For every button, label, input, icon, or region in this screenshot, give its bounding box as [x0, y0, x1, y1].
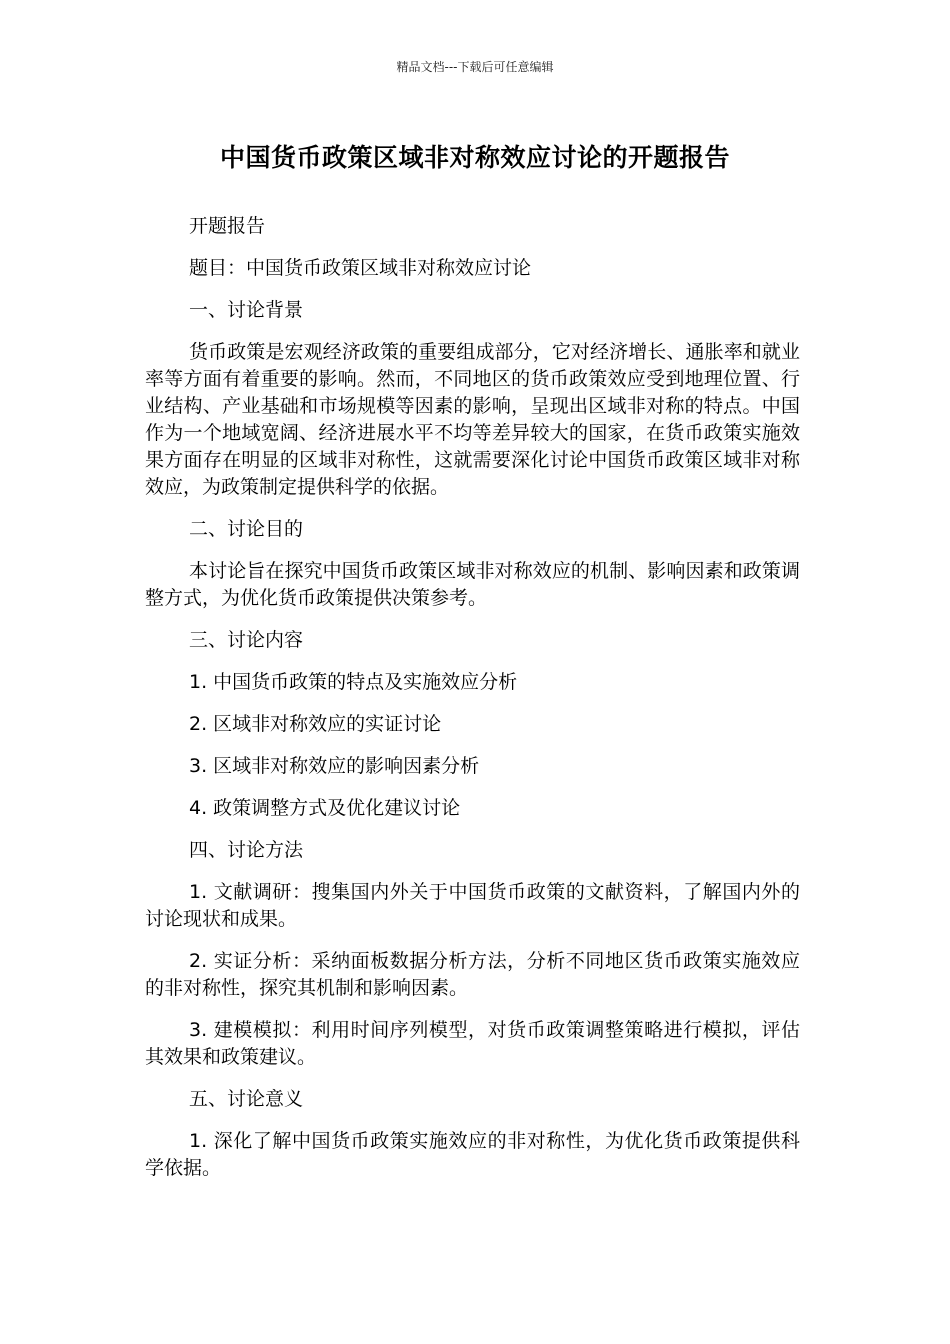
significance-item-1: 1. 深化了解中国货币政策实施效应的非对称性，为优化货币政策提供科学依据。 — [145, 1130, 800, 1179]
section-heading-methods: 四、讨论方法 — [189, 839, 304, 861]
method-item-3: 3. 建模模拟：利用时间序列模型，对货币政策调整策略进行模拟，评估其效果和政策建议。 — [145, 1019, 800, 1068]
content-item-1: 1. 中国货币政策的特点及实施效应分析 — [189, 671, 518, 693]
content-item-3: 3. 区域非对称效应的影响因素分析 — [189, 755, 480, 777]
section-label: 开题报告 — [189, 215, 266, 237]
method-item-2: 2. 实证分析：采纳面板数据分析方法，分析不同地区货币政策实施效应的非对称性，探究其机制和影响因素。 — [145, 950, 800, 999]
topic-line: 题目：中国货币政策区域非对称效应讨论 — [189, 257, 532, 279]
method-item-1: 1. 文献调研：搜集国内外关于中国货币政策的文献资料，了解国内外的讨论现状和成果。 — [145, 881, 800, 930]
document-body — [145, 213, 800, 1197]
section-heading-purpose: 二、讨论目的 — [189, 518, 304, 540]
section-heading-content: 三、讨论内容 — [189, 629, 304, 651]
content-item-2: 2. 区域非对称效应的实证讨论 — [189, 713, 442, 735]
paragraph-purpose: 本讨论旨在探究中国货币政策区域非对称效应的机制、影响因素和政策调整方式，为优化货币政策提供决策参考。 — [145, 560, 800, 609]
content-item-4: 4. 政策调整方式及优化建议讨论 — [189, 797, 461, 819]
header-note: 精品文档---下载后可任意编辑 — [396, 60, 554, 74]
section-heading-background: 一、讨论背景 — [189, 299, 304, 321]
section-heading-significance: 五、讨论意义 — [189, 1088, 304, 1110]
paragraph-background: 货币政策是宏观经济政策的重要组成部分，它对经济增长、通胀率和就业率等方面有着重要的影响。然而，不同地区的货币政策效应受到地理位置、行业结构、产业基础和市场规模等因素的影响，呈现出区域非对称的特点。中国作为一个地域宽阔、经济进展水平不均等差异较大的国家，在货币政策实施效果方面存在明显的区域非对称性，这就需要深化讨论中国货币政策区域非对称效应，为政策制定提供科学的依据。 — [145, 341, 800, 498]
document-title: 中国货币政策区域非对称效应讨论的开题报告 — [219, 143, 730, 172]
